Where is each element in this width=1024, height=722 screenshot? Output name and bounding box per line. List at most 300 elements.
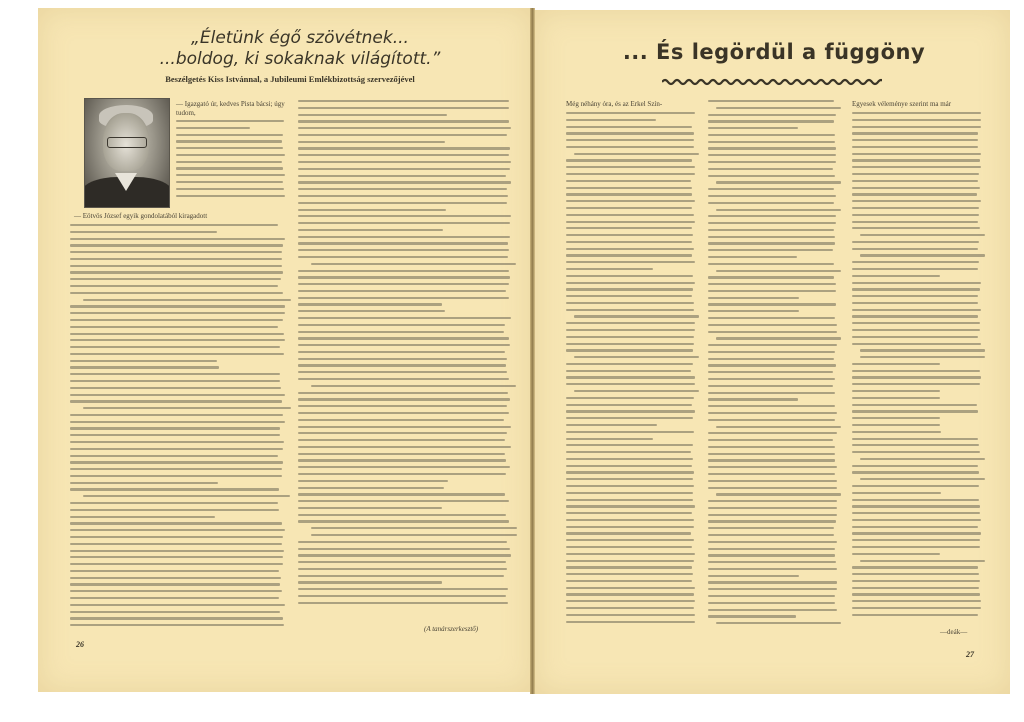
text-line <box>566 139 694 141</box>
text-line <box>566 465 692 467</box>
text-line <box>574 315 699 317</box>
article-title-right: ... És legördül a függöny <box>622 40 926 64</box>
text-line <box>708 317 835 319</box>
text-line <box>708 439 833 441</box>
text-line <box>566 370 691 372</box>
text-line <box>852 404 977 406</box>
text-line <box>708 344 837 346</box>
text-line <box>566 221 695 223</box>
text-line <box>708 120 834 122</box>
text-line <box>852 566 978 568</box>
text-line <box>852 153 981 155</box>
text-line <box>566 207 692 209</box>
text-line <box>708 202 834 204</box>
text-line <box>566 580 692 582</box>
text-line <box>298 351 505 353</box>
text-line <box>70 461 283 463</box>
text-line <box>298 229 443 231</box>
text-line <box>566 417 693 419</box>
text-line <box>852 593 980 595</box>
text-line <box>708 154 836 156</box>
text-line <box>566 471 694 473</box>
text-line <box>852 268 978 270</box>
text-line <box>566 166 695 168</box>
text-line <box>70 305 285 307</box>
title-line-2: ...boldog, ki sokaknak világított.” <box>159 49 441 69</box>
text-line <box>708 324 837 326</box>
text-line <box>176 147 283 149</box>
text-line <box>708 466 837 468</box>
text-line <box>708 568 837 570</box>
text-line <box>566 336 694 338</box>
text-line <box>176 134 283 136</box>
text-line <box>716 426 841 428</box>
text-line <box>298 283 509 285</box>
text-line <box>852 431 941 433</box>
text-line <box>70 312 285 314</box>
text-line <box>70 434 280 436</box>
text-line <box>298 405 507 407</box>
text-line <box>852 112 981 114</box>
text-line <box>708 561 836 563</box>
text-line <box>708 575 799 577</box>
text-line <box>70 624 284 626</box>
text-line <box>852 505 980 507</box>
text-line <box>70 468 282 470</box>
text-line <box>708 215 836 217</box>
text-line <box>852 248 978 250</box>
text-line <box>860 349 985 351</box>
text-line <box>298 134 507 136</box>
text-line <box>70 339 285 341</box>
text-line <box>852 526 978 528</box>
text-line <box>566 444 693 446</box>
text-line <box>566 560 694 562</box>
text-line <box>566 621 695 623</box>
text-line <box>852 315 978 317</box>
text-line <box>708 236 835 238</box>
text-line <box>708 256 797 258</box>
wavy-rule-icon <box>662 76 882 88</box>
text-line <box>566 526 694 528</box>
text-line <box>574 356 699 358</box>
text-line <box>566 295 692 297</box>
text-line <box>852 410 978 412</box>
text-line <box>566 112 695 114</box>
text-line <box>708 188 834 190</box>
text-line <box>708 161 836 163</box>
text-line <box>860 458 985 460</box>
text-line <box>852 187 980 189</box>
text-line <box>852 221 978 223</box>
text-line <box>852 193 977 195</box>
text-line <box>83 407 291 409</box>
text-line <box>83 495 290 497</box>
page-number-left: 26 <box>76 640 84 649</box>
text-line <box>708 453 835 455</box>
text-line <box>566 275 693 277</box>
text-line <box>311 534 517 536</box>
text-line <box>708 548 835 550</box>
text-line <box>70 583 280 585</box>
text-line <box>70 516 215 518</box>
text-line <box>852 519 981 521</box>
text-line <box>852 390 940 392</box>
text-line <box>70 278 281 280</box>
text-line <box>566 227 692 229</box>
text-line <box>860 356 985 358</box>
text-line <box>852 546 980 548</box>
text-line <box>566 600 695 602</box>
text-line <box>716 270 841 272</box>
text-line <box>708 175 835 177</box>
text-line <box>716 209 841 211</box>
text-line <box>566 132 694 134</box>
text-line <box>566 254 692 256</box>
text-line <box>70 353 284 355</box>
text-line <box>298 195 508 197</box>
text-line <box>708 283 836 285</box>
text-line <box>298 127 511 129</box>
text-line <box>566 322 695 324</box>
text-line <box>852 424 940 426</box>
text-line <box>708 514 837 516</box>
text-line <box>298 548 510 550</box>
text-line <box>298 392 508 394</box>
text-line <box>70 529 285 531</box>
text-line <box>70 258 282 260</box>
text-line <box>566 410 695 412</box>
text-line <box>566 553 695 555</box>
body-column-left-1a <box>176 120 286 201</box>
text-line <box>70 292 283 294</box>
text-line <box>852 207 979 209</box>
text-line <box>311 385 517 387</box>
text-line <box>852 363 940 365</box>
signature-left: (A tanárszerkesztő) <box>424 625 479 633</box>
text-line <box>708 371 833 373</box>
text-line <box>298 209 446 211</box>
text-line <box>70 394 285 396</box>
text-line <box>574 153 699 155</box>
text-line <box>176 140 282 142</box>
text-line <box>566 248 694 250</box>
text-line <box>566 404 692 406</box>
text-line <box>852 376 981 378</box>
text-line <box>566 587 695 589</box>
opening-paragraph-right: Még néhány óra, és az Erkel Szín- <box>566 100 663 108</box>
text-line <box>566 376 695 378</box>
signature-right: —deák— <box>940 628 968 636</box>
text-line <box>70 611 280 613</box>
text-line <box>70 265 282 267</box>
text-line <box>566 146 694 148</box>
text-line <box>708 554 835 556</box>
text-line <box>298 317 511 319</box>
text-line <box>566 302 694 304</box>
text-line <box>852 288 980 290</box>
text-line <box>852 471 979 473</box>
text-line <box>852 573 979 575</box>
text-line <box>852 444 979 446</box>
text-line <box>566 363 693 365</box>
text-line <box>716 622 841 624</box>
text-line <box>708 602 835 604</box>
text-line <box>70 366 219 368</box>
text-line <box>566 458 693 460</box>
text-line <box>298 168 510 170</box>
text-line <box>176 127 250 129</box>
text-line <box>852 492 941 494</box>
text-line <box>298 236 510 238</box>
text-line <box>70 373 280 375</box>
text-line <box>852 214 979 216</box>
text-line <box>566 539 694 541</box>
text-line <box>70 475 282 477</box>
text-line <box>70 414 283 416</box>
text-line <box>708 297 799 299</box>
text-line <box>298 487 444 489</box>
text-line <box>566 397 694 399</box>
text-line <box>298 398 510 400</box>
text-line <box>566 512 692 514</box>
text-line <box>852 417 940 419</box>
text-line <box>708 609 837 611</box>
text-line <box>852 302 978 304</box>
text-line <box>298 303 442 305</box>
text-line <box>852 465 978 467</box>
title-line-1: „Életünk égő szövétnek... <box>191 28 409 48</box>
text-line <box>566 187 692 189</box>
text-line <box>708 527 834 529</box>
text-line <box>708 405 835 407</box>
text-line <box>566 288 693 290</box>
text-line <box>852 146 978 148</box>
text-line <box>708 595 835 597</box>
text-line <box>852 343 981 345</box>
portrait-photo-icon <box>84 98 170 208</box>
text-line <box>70 319 283 321</box>
text-line <box>852 499 979 501</box>
text-line <box>176 195 285 197</box>
text-line <box>716 107 841 109</box>
text-line <box>566 593 694 595</box>
text-line <box>852 329 980 331</box>
text-line <box>298 344 510 346</box>
text-line <box>708 114 836 116</box>
body-column-right-1 <box>566 112 696 627</box>
text-line <box>298 378 509 380</box>
text-line <box>708 412 837 414</box>
text-line <box>716 181 841 183</box>
text-line <box>708 487 837 489</box>
text-line <box>708 168 833 170</box>
text-line <box>566 268 653 270</box>
text-line <box>716 493 841 495</box>
text-line <box>708 520 836 522</box>
text-line <box>566 214 694 216</box>
text-line <box>708 615 796 617</box>
text-line <box>298 154 509 156</box>
text-line <box>566 438 653 440</box>
text-line <box>708 276 834 278</box>
text-line <box>708 263 834 265</box>
text-line <box>708 195 836 197</box>
text-line <box>852 383 980 385</box>
text-line <box>298 107 509 109</box>
text-line <box>70 617 283 619</box>
text-line <box>566 607 694 609</box>
text-line <box>566 532 691 534</box>
text-line <box>852 553 940 555</box>
text-line <box>298 466 510 468</box>
text-line <box>566 282 695 284</box>
text-line <box>566 173 695 175</box>
text-line <box>298 358 507 360</box>
text-line <box>708 432 837 434</box>
text-line <box>852 607 981 609</box>
text-line <box>716 337 841 339</box>
text-line <box>298 500 509 502</box>
text-line <box>298 588 508 590</box>
text-line <box>566 614 695 616</box>
text-line <box>708 242 835 244</box>
text-line <box>708 222 836 224</box>
text-line <box>298 310 445 312</box>
text-line <box>298 256 508 258</box>
text-line <box>566 383 695 385</box>
article-subtitle: Beszélgetés Kiss Istvánnal, a Jubileumi Emlékbizottság szervezőjével <box>165 74 415 84</box>
text-line <box>852 336 978 338</box>
text-line <box>852 261 979 263</box>
text-line <box>852 139 978 141</box>
text-line <box>298 161 511 163</box>
text-line <box>176 188 284 190</box>
text-line <box>852 451 980 453</box>
text-line <box>852 227 980 229</box>
text-line <box>852 173 979 175</box>
text-line <box>298 202 507 204</box>
text-line <box>708 331 837 333</box>
text-line <box>298 473 506 475</box>
text-line <box>708 480 837 482</box>
book-spine <box>530 8 535 694</box>
text-line <box>566 241 692 243</box>
text-line <box>852 166 981 168</box>
text-line <box>70 448 283 450</box>
text-line <box>311 527 517 529</box>
text-line <box>70 536 283 538</box>
text-line <box>708 541 837 543</box>
text-line <box>852 370 980 372</box>
text-line <box>566 159 692 161</box>
body-column-left-2 <box>298 100 512 609</box>
text-line <box>70 563 283 565</box>
text-line <box>708 392 835 394</box>
text-line <box>708 398 798 400</box>
text-line <box>860 234 985 236</box>
text-line <box>852 309 981 311</box>
body-column-left-1b <box>70 224 286 631</box>
text-line <box>852 200 981 202</box>
text-line <box>70 604 285 606</box>
page-number-right: 27 <box>966 650 974 659</box>
text-line <box>176 161 282 163</box>
text-line <box>566 261 695 263</box>
text-line <box>852 580 980 582</box>
text-line <box>298 100 509 102</box>
text-line <box>298 276 510 278</box>
text-line <box>566 424 657 426</box>
text-line <box>70 590 282 592</box>
text-line <box>70 333 284 335</box>
text-line <box>852 159 980 161</box>
text-line <box>298 371 507 373</box>
text-line <box>298 419 504 421</box>
text-line <box>70 387 281 389</box>
text-line <box>566 234 693 236</box>
body-column-right-3 <box>852 112 982 621</box>
text-line <box>708 473 835 475</box>
text-line <box>852 126 981 128</box>
text-line <box>70 550 284 552</box>
text-line <box>566 329 695 331</box>
text-line <box>708 507 837 509</box>
text-line <box>852 119 981 121</box>
text-line <box>298 426 511 428</box>
text-line <box>298 520 509 522</box>
text-line <box>70 271 283 273</box>
text-line <box>70 224 278 226</box>
text-line <box>298 337 509 339</box>
text-line <box>566 492 693 494</box>
text-line <box>298 493 505 495</box>
text-line <box>311 263 517 265</box>
text-line <box>852 295 978 297</box>
text-line <box>298 290 506 292</box>
text-line <box>852 587 979 589</box>
text-line <box>70 455 278 457</box>
text-line <box>708 141 835 143</box>
text-line <box>298 147 510 149</box>
text-line <box>70 427 280 429</box>
text-line <box>708 534 834 536</box>
text-line <box>298 270 509 272</box>
text-line <box>852 241 979 243</box>
text-line <box>298 514 506 516</box>
text-line <box>860 478 985 480</box>
text-line <box>708 303 836 305</box>
text-line <box>852 512 980 514</box>
text-line <box>70 421 285 423</box>
text-line <box>298 568 507 570</box>
text-line <box>574 390 699 392</box>
text-line <box>708 446 835 448</box>
text-line <box>566 499 693 501</box>
text-line <box>298 141 445 143</box>
text-line <box>566 485 694 487</box>
text-line <box>298 114 447 116</box>
text-line <box>298 364 506 366</box>
text-line <box>70 509 279 511</box>
text-line <box>852 614 978 616</box>
text-line <box>566 126 692 128</box>
text-line <box>708 385 833 387</box>
text-line <box>298 175 506 177</box>
text-line <box>70 238 285 240</box>
text-line <box>852 322 980 324</box>
text-line <box>708 581 837 583</box>
